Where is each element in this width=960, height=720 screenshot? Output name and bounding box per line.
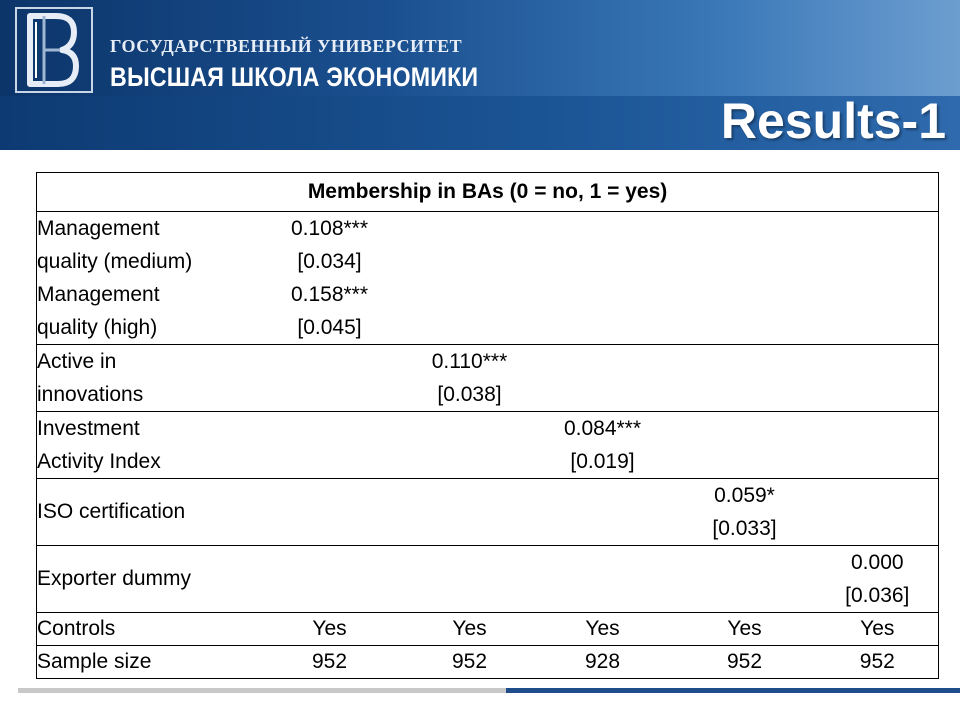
- label-innov-2: innovations: [37, 383, 144, 406]
- cell-empty: [253, 412, 407, 479]
- se-mgmt-medium: [0.034]: [297, 250, 362, 273]
- coef-innov: 0.110***: [431, 350, 508, 373]
- sample-col3: 928: [533, 646, 673, 679]
- footer-divider-blue: [506, 688, 960, 693]
- table-row-iso: [37, 479, 939, 546]
- slide-title: Results-1: [720, 93, 946, 149]
- cell-empty: [407, 479, 533, 546]
- cell-empty: [533, 479, 673, 546]
- controls-col1: Yes: [253, 613, 407, 646]
- coef-mgmt-medium: 0.108***: [290, 217, 369, 240]
- cell-empty: [817, 345, 939, 412]
- table-row-management: [37, 212, 939, 345]
- se-iso: [0.033]: [712, 517, 777, 540]
- cell-empty: [533, 212, 673, 345]
- cell-empty: [533, 546, 673, 613]
- sample-col2: 952: [407, 646, 533, 679]
- cell-empty: [673, 345, 817, 412]
- label-invest-1: Investment: [37, 417, 140, 440]
- se-innov: [0.038]: [437, 383, 502, 406]
- row-label-investment: [37, 412, 253, 479]
- sample-col1: 952: [253, 646, 407, 679]
- university-name-line1: ГОСУДАРСТВЕННЫЙ УНИВЕРСИТЕТ: [110, 36, 463, 56]
- row-label-exporter: Exporter dummy: [37, 546, 253, 613]
- sample-col5: 952: [817, 646, 939, 679]
- university-name-line2: ВЫСШАЯ ШКОЛА ЭКОНОМИКИ: [110, 62, 479, 92]
- row-label-innovations: [37, 345, 253, 412]
- controls-col3: Yes: [533, 613, 673, 646]
- cell-empty: [817, 412, 939, 479]
- label-mgmt-high-1: Management: [37, 283, 160, 306]
- se-exporter: [0.036]: [845, 584, 910, 607]
- cell-invest-col3: [533, 412, 673, 479]
- table-row-innovations: [37, 345, 939, 412]
- controls-col5: Yes: [817, 613, 939, 646]
- label-mgmt-medium-1: Management: [37, 217, 160, 240]
- row-label-iso: ISO certification: [37, 479, 253, 546]
- cell-empty: [253, 479, 407, 546]
- cell-empty: [673, 546, 817, 613]
- results-table: [36, 172, 939, 679]
- row-label-sample-size: Sample size: [37, 646, 253, 679]
- cell-mgmt-col1: [253, 212, 407, 345]
- coef-iso: 0.059*: [714, 484, 775, 507]
- cell-empty: [817, 479, 939, 546]
- table-row-sample-size: [37, 646, 939, 679]
- cell-innov-col2: [407, 345, 533, 412]
- cell-empty: [407, 412, 533, 479]
- label-mgmt-high-2: quality (high): [37, 316, 158, 339]
- footer-divider-grey: [18, 688, 506, 693]
- coef-invest: 0.084***: [563, 417, 642, 440]
- controls-col2: Yes: [407, 613, 533, 646]
- cell-empty: [673, 412, 817, 479]
- slide-header: [0, 0, 960, 150]
- cell-empty: [533, 345, 673, 412]
- label-mgmt-medium-2: quality (medium): [37, 250, 193, 273]
- table-row-controls: [37, 613, 939, 646]
- sample-col4: 952: [673, 646, 817, 679]
- se-invest: [0.019]: [570, 450, 635, 473]
- coef-mgmt-high: 0.158***: [290, 283, 369, 306]
- dependent-variable-header: Membership in BAs (0 = no, 1 = yes): [37, 173, 939, 212]
- cell-empty: [253, 345, 407, 412]
- label-innov-1: Active in: [37, 350, 117, 373]
- cell-empty: [253, 546, 407, 613]
- row-label-controls: Controls: [37, 613, 253, 646]
- se-mgmt-high: [0.045]: [297, 316, 362, 339]
- coef-exporter: 0.000: [851, 551, 904, 574]
- table-header-row: [37, 173, 939, 212]
- table-row-investment: [37, 412, 939, 479]
- table-row-exporter: [37, 546, 939, 613]
- cell-empty: [817, 212, 939, 345]
- controls-col4: Yes: [673, 613, 817, 646]
- label-invest-2: Activity Index: [37, 450, 161, 473]
- cell-empty: [673, 212, 817, 345]
- cell-iso-col4: [673, 479, 817, 546]
- hse-logo-icon: [14, 6, 94, 94]
- cell-empty: [407, 212, 533, 345]
- row-label-management: [37, 212, 253, 345]
- cell-exporter-col5: [817, 546, 939, 613]
- cell-empty: [407, 546, 533, 613]
